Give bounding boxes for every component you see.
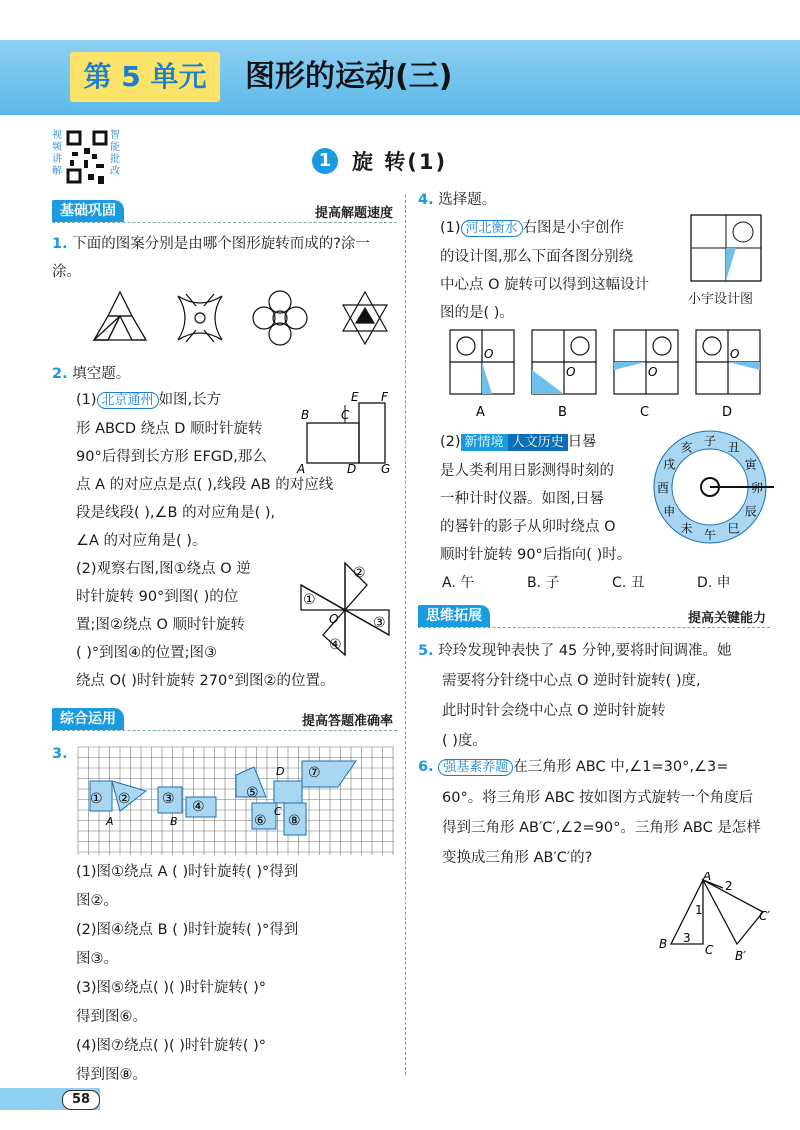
design-figure — [690, 214, 770, 284]
section-think — [418, 605, 770, 628]
rect-label-f: F — [381, 390, 388, 404]
tri-label-c: C — [705, 943, 714, 957]
q4-part2 — [440, 428, 660, 569]
q3-number: 3. — [52, 746, 68, 762]
question-5 — [418, 636, 778, 756]
q4-p1-source-tag: 河北衡水 — [461, 220, 523, 237]
pin-label-2: ② — [353, 565, 366, 581]
q3-line: 得到图⑧。 — [76, 1067, 147, 1083]
q6-line: 得到三角形 AB′C′,∠2=90°。三角形 ABC 是怎样 — [442, 820, 761, 836]
q4-part1 — [440, 214, 690, 327]
grid-label-4: ④ — [192, 799, 205, 815]
sundial-label: 子 — [704, 434, 717, 448]
sundial-label: 亥 — [680, 440, 693, 455]
q6-line: 60°。将三角形 ABC 按如图方式旋转一个角度后 — [442, 790, 754, 806]
option-a-o: O — [484, 347, 494, 361]
q4-p2-label: (2) — [440, 434, 461, 450]
option-b-o: O — [566, 365, 576, 379]
q2-p2-line: 置;图②绕点 O 顺时针旋转 — [76, 617, 246, 633]
tri-label-1: 1 — [695, 903, 703, 917]
choice-a[interactable]: A. 午 — [442, 575, 475, 591]
q3-line: (2)图④绕点 B ( )时针旋转( )°得到 — [76, 922, 299, 938]
section-apply-tag: 综合运用 — [52, 708, 124, 730]
q4-p2-line: 顺时针旋转 90°后指向( )时。 — [440, 547, 632, 563]
column-divider — [405, 195, 406, 1075]
rect-label-e: E — [351, 390, 359, 404]
question-6 — [418, 752, 778, 873]
lesson-number: 1 — [312, 148, 338, 174]
question-4 — [418, 186, 496, 214]
section-basic-tag: 基础巩固 — [52, 200, 124, 222]
q4-p2-line: 的晷针的影子从卯时绕点 O — [440, 519, 616, 535]
pin-label-3: ③ — [373, 615, 386, 631]
grid-label-5: ⑤ — [246, 785, 259, 801]
tri-label-a: A — [703, 872, 712, 883]
sundial-label: 辰 — [744, 504, 757, 519]
q2-p1-source-tag: 北京通州 — [97, 392, 159, 409]
q2-p2-line: 绕点 O( )时针旋转 270°到图②的位置。 — [76, 673, 335, 689]
sundial-label: 巳 — [727, 521, 740, 536]
grid-label-a: A — [106, 815, 114, 828]
pin-label-4: ④ — [329, 637, 342, 653]
q4-p2-tag-history: 人文历史 — [508, 434, 568, 451]
q6-triangle-figure — [655, 872, 775, 964]
lesson-title: 旋 转(1) — [352, 150, 448, 174]
q2-pinwheel-figure — [293, 555, 398, 665]
pin-label-o: O — [329, 612, 339, 626]
section-think-tag: 思维拓展 — [418, 605, 490, 627]
pattern-rhombus-trio — [94, 292, 146, 340]
sundial-label: 午 — [704, 528, 717, 542]
q3-parts — [76, 858, 401, 1090]
unit-label: 第 5 单元 — [70, 52, 220, 102]
q2-text: 填空题。 — [72, 366, 131, 382]
question-1 — [52, 230, 397, 286]
q1-text: 下面的图案分别是由哪个图形旋转而成的?涂一涂。 — [52, 236, 370, 280]
grid-label-8: ⑧ — [288, 813, 301, 829]
pattern-star-triangles — [343, 292, 387, 344]
rect-label-g: G — [381, 462, 391, 475]
grid-label-1: ① — [90, 791, 103, 807]
tri-label-3: 3 — [683, 931, 691, 945]
tri-label-c-prime: C′ — [759, 909, 771, 923]
rect-label-d: D — [347, 462, 357, 475]
choice-c[interactable]: C. 丑 — [612, 575, 645, 591]
q4-p2-tag-new: 新情境 — [461, 434, 508, 451]
q2-p1-line: 段是线段( ),∠B 的对应角是( ), — [76, 505, 276, 521]
option-a-label: A — [476, 405, 485, 418]
q1-number: 1. — [52, 236, 68, 252]
sundial-label: 未 — [680, 521, 693, 536]
sundial-label: 寅 — [744, 457, 757, 472]
question-3 — [52, 740, 68, 768]
option-d-label: D — [722, 405, 733, 418]
pattern-floral-square — [178, 294, 222, 342]
grid-label-6: ⑥ — [254, 813, 267, 829]
grid-label-c: C — [274, 805, 282, 818]
q2-p1-label: (1) — [76, 392, 97, 408]
q3-line: 得到图⑥。 — [76, 1009, 147, 1025]
qr-code-block[interactable] — [52, 130, 122, 190]
q4-p2-line: 日晷 — [567, 434, 597, 450]
sundial-label: 戌 — [663, 457, 676, 472]
section-apply-subtitle: 提高答题准确率 — [301, 714, 393, 729]
option-c-o: O — [648, 365, 658, 379]
pattern-flower-petals — [253, 291, 307, 345]
q3-line: 图③。 — [76, 951, 118, 967]
design-caption: 小宇设计图 — [688, 292, 754, 307]
q3-line: (4)图⑦绕点( )( )时针旋转( )° — [76, 1038, 267, 1054]
choice-b[interactable]: B. 子 — [527, 575, 560, 591]
q4-p1-line: 中心点 O 旋转可以得到这幅设计 — [440, 277, 650, 293]
grid-label-d: D — [276, 765, 285, 778]
sundial-figure — [650, 425, 775, 550]
grid-label-3: ③ — [162, 791, 175, 807]
sundial-label: 丑 — [727, 440, 740, 455]
q5-line: ( )度。 — [442, 733, 487, 749]
qr-left-text: 视频讲解 — [52, 130, 62, 177]
rect-label-c: C — [341, 408, 350, 422]
section-think-subtitle: 提高关键能力 — [687, 611, 766, 626]
q4-p1-label: (1) — [440, 220, 461, 236]
q4-number: 4. — [418, 192, 434, 208]
q2-p2-line: (2)观察右图,图①绕点 O 逆 — [76, 561, 251, 577]
grid-label-7: ⑦ — [308, 765, 321, 781]
q2-p1-line: 点 A 的对应点是点( ),线段 AB 的对应线 — [76, 477, 334, 493]
rect-label-b: B — [301, 408, 310, 422]
q2-number: 2. — [52, 366, 68, 382]
choice-d[interactable]: D. 申 — [697, 575, 731, 591]
section-basic-subtitle: 提高解题速度 — [314, 206, 393, 221]
grid-label-b: B — [170, 815, 178, 828]
tri-label-b: B — [659, 937, 668, 951]
q4-option-figures — [448, 328, 788, 418]
qr-code-icon — [66, 130, 108, 188]
q4-p1-line: 右图是小宇创作 — [522, 220, 625, 236]
grid-label-2: ② — [118, 791, 131, 807]
sundial-label: 申 — [663, 504, 676, 519]
q5-line: 玲玲发现钟表快了 45 分钟,要将时间调准。她 — [438, 643, 732, 659]
question-2 — [52, 360, 397, 388]
tri-label-2: 2 — [725, 879, 733, 893]
q3-line: 图②。 — [76, 893, 118, 909]
q2-p1-line: 90°后得到长方形 EFGD,那么 — [76, 449, 267, 465]
option-d-o: O — [730, 347, 740, 361]
q4-p2-line: 是人类利用日影测得时刻的 — [440, 463, 614, 479]
pin-label-1: ① — [303, 592, 316, 608]
sundial-label: 酉 — [657, 481, 670, 495]
q2-p1-line: 如图,长方 — [158, 392, 222, 408]
sundial-label: 卯 — [751, 481, 764, 495]
q4-p1-line: 图的是( )。 — [440, 305, 514, 321]
section-basic — [52, 200, 397, 223]
q2-p1-line: 形 ABCD 绕点 D 顺时针旋转 — [76, 421, 263, 437]
q4-choices — [442, 572, 782, 592]
q5-line: 此时时针会绕中心点 O 逆时针旋转 — [442, 703, 666, 719]
q6-tag: 强基素养题 — [438, 759, 513, 776]
option-b-label: B — [558, 405, 567, 418]
q3-grid-figure — [76, 745, 396, 857]
page-number: 58 — [62, 1090, 100, 1110]
q4-text: 选择题。 — [438, 192, 497, 208]
q3-line: (1)图①绕点 A ( )时针旋转( )°得到 — [76, 864, 299, 880]
q2-p2-line: ( )°到图④的位置;图③ — [76, 645, 218, 661]
q2-rect-figure — [295, 385, 400, 475]
q4-p2-line: 一种计时仪器。如图,日晷 — [440, 491, 605, 507]
qr-right-text: 智能批改 — [110, 130, 120, 177]
rect-label-a: A — [297, 462, 306, 475]
option-c-label: C — [640, 405, 650, 418]
q5-number: 5. — [418, 643, 434, 659]
q1-patterns — [80, 288, 400, 350]
tri-label-b-prime: B′ — [735, 949, 746, 963]
q6-line: 在三角形 ABC 中,∠1=30°,∠3= — [513, 759, 729, 775]
q2-p2-line: 时针旋转 90°到图( )的位 — [76, 589, 239, 605]
q6-number: 6. — [418, 759, 434, 775]
q6-line: 变换成三角形 AB′C′的? — [442, 850, 593, 866]
unit-title: 图形的运动(三) — [245, 59, 453, 94]
q5-line: 需要将分针绕中心点 O 逆时针旋转( )度, — [442, 673, 701, 689]
q4-p1-line: 的设计图,那么下面各图分别绕 — [440, 249, 634, 265]
q2-p1-line: ∠A 的对应角是( )。 — [76, 533, 207, 549]
q3-line: (3)图⑤绕点( )( )时针旋转( )° — [76, 980, 267, 996]
section-apply — [52, 708, 397, 731]
